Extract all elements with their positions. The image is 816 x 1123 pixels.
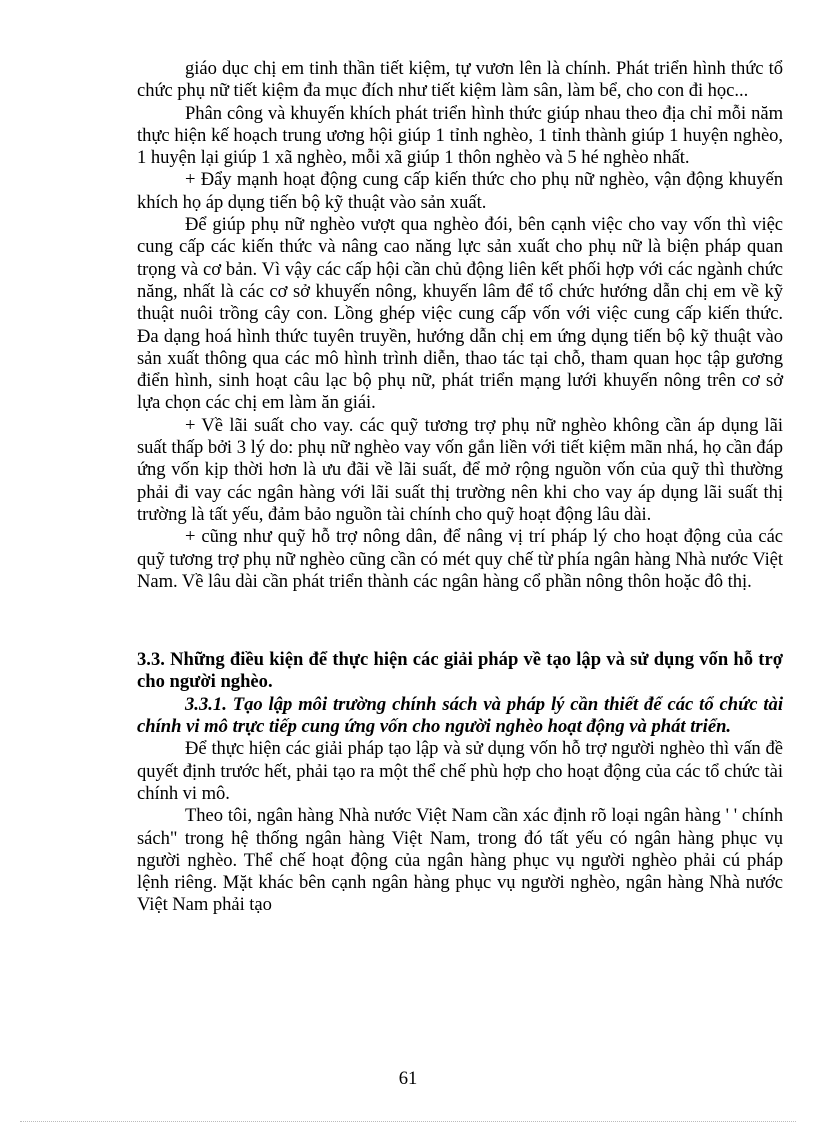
- page-bottom-divider: [20, 1121, 796, 1122]
- paragraph: + cũng như quỹ hỗ trợ nông dân, để nâng vị trí pháp lý cho hoạt động của các quỹ tương trợ phụ nữ nghèo cũng cần có mét quy chế từ phía ngân hàng Nhà nước Việt Nam. Về lâu dài cần phát triển thành các ngân hàng cổ phần nông thôn hoặc đô thị.: [137, 526, 783, 592]
- page-body: [137, 58, 783, 917]
- paragraph: + Đẩy mạnh hoạt động cung cấp kiến thức cho phụ nữ nghèo, vận động khuyến khích họ áp dụng tiến bộ kỹ thuật vào sản xuất.: [137, 169, 783, 213]
- paragraph: Để thực hiện các giải pháp tạo lập và sử dụng vốn hỗ trợ người nghèo thì vấn đề quyết định trước hết, phải tạo ra một thể chế phù hợp cho hoạt động của các tổ chức tài chính vi mô.: [137, 738, 783, 804]
- page-number: 61: [398, 1068, 418, 1089]
- paragraph: Theo tôi, ngân hàng Nhà nước Việt Nam cần xác định rõ loại ngân hàng ' ' chính sách" trong hệ thống ngân hàng Việt Nam, trong đó tất yếu có ngân hàng phục vụ người nghèo. Thể chế hoạt động của ngân hàng phục vụ người nghèo phải cú pháp lệnh riêng. Mặt khác bên cạnh ngân hàng phục vụ người nghèo, ngân hàng Nhà nước Việt Nam phải tạo: [137, 805, 783, 916]
- paragraph: Phân công và khuyến khích phát triển hình thức giúp nhau theo địa chỉ mỗi năm thực hiện kế hoạch trung ương hội giúp 1 tỉnh nghèo, 1 tỉnh thành giúp 1 huyện nghèo, 1 huyện lại giúp 1 xã nghèo, mỗi xã giúp 1 thôn nghèo và 5 hé nghèo nhất.: [137, 102, 783, 169]
- paragraph: Để giúp phụ nữ nghèo vượt qua nghèo đói, bên cạnh việc cho vay vốn thì việc cung cấp các kiến thức và nâng cao năng lực sản xuất cho phụ nữ là biện pháp quan trọng và cơ bản. Vì vậy các cấp hội cần chủ động liên kết phối hợp với các ngành chức năng, nhất là các cơ sở khuyến nông, khuyến lâm để tổ chức hướng dẫn chị em về kỹ thuật nuôi trồng cây con. Lồng ghép việc cung cấp vốn với việc cung cấp kiến thức. Đa dạng hoá hình thức tuyên truyền, hướng dẫn chị em ứng dụng tiến bộ kỹ thuật vào sản xuất thông qua các mô hình trình diễn, thao tác tại chỗ, tham quan học tập gương điển hình, sinh hoạt câu lạc bộ phụ nữ, phát triển mạng lưới khuyến nông trên cơ sở lựa chọn các chị em làm ăn giái.: [137, 214, 783, 414]
- subsection-heading: 3.3.1. Tạo lập môi trường chính sách và pháp lý cần thiết để các tổ chức tài chính vi mô trực tiếp cung ứng vốn cho người nghèo hoạt động và phát triển.: [137, 693, 783, 738]
- section-gap: [137, 593, 783, 633]
- section-heading: 3.3. Những điều kiện để thực hiện các giải pháp về tạo lập và sử dụng vốn hỗ trợ cho người nghèo.: [137, 649, 783, 693]
- paragraph: + Về lãi suất cho vay. các quỹ tương trợ phụ nữ nghèo không cần áp dụng lãi suất thấp bởi 3 lý do: phụ nữ nghèo vay vốn gắn liền với tiết kiệm mãn nhá, họ cần đáp ứng vốn kịp thời hơn là ưu đãi về lãi suất, để mở rộng nguồn vốn của quỹ thì thường phải đi vay các ngân hàng với lãi suất thị trường nên khi cho vay áp dụng lãi suất thị trường là tất yếu, đảm bảo nguồn tài chính cho quỹ hoạt động lâu dài.: [137, 414, 783, 525]
- paragraph: giáo dục chị em tinh thần tiết kiệm, tự vươn lên là chính. Phát triển hình thức tổ chức phụ nữ tiết kiệm đa mục đích như tiết kiệm làm sân, làm bể, cho con đi học...: [137, 58, 783, 102]
